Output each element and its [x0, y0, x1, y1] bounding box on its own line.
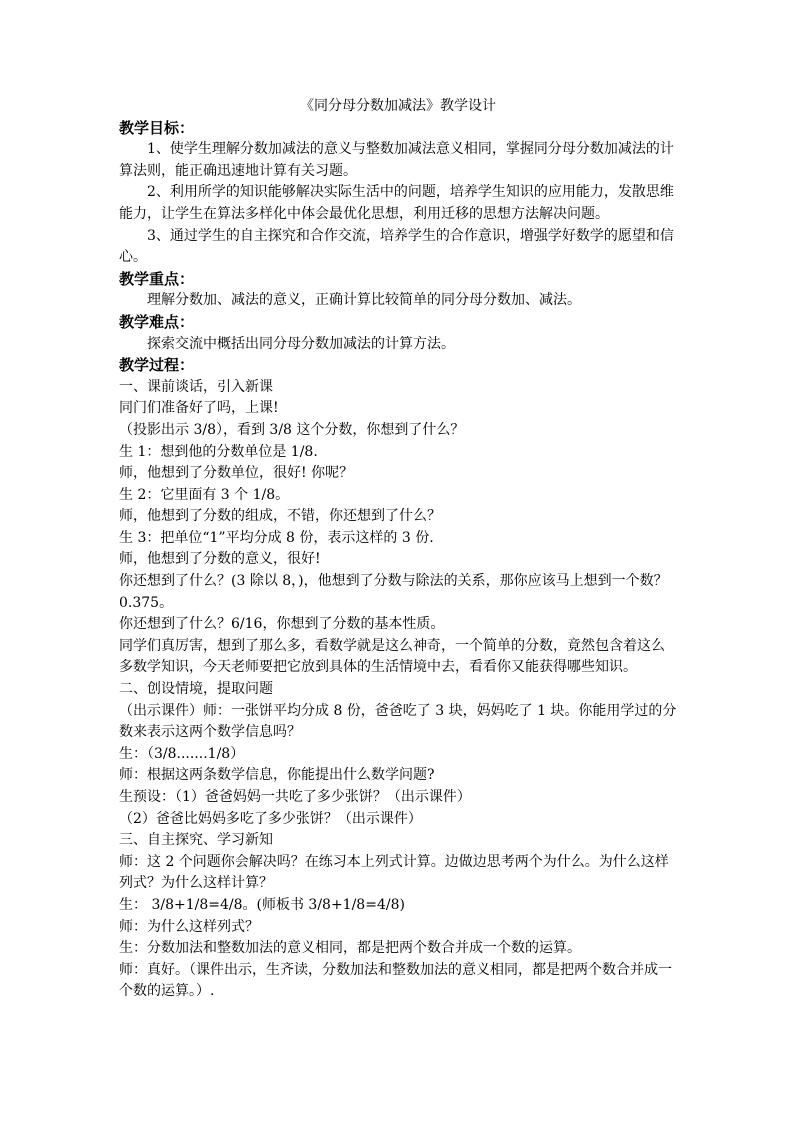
process-line: 师：根据这两条数学信息，你能提出什么数学问题? — [119, 767, 435, 784]
key-points-heading: 教学重点： — [119, 269, 195, 288]
process-line: 生预设：（1）爸爸妈妈一共吃了多少张饼？（出示课件） — [119, 789, 471, 805]
process-line: 同门们准备好了吗，上课! — [119, 400, 279, 417]
process-line: 师：真好。（课件出示，生齐读，分数加法和整数加法的意义相同，都是把两个数合并成一个数的运算。）. — [119, 961, 672, 1000]
process-line: 生：分数加法和整数加法的意义相同，都是把两个数合并成一个数的运算。 — [119, 940, 581, 957]
process-line: 生 2：它里面有 3 个 1/8。 — [119, 486, 290, 503]
goal-3: 3、通过学生的自主探究和合作交流，培养学生的合作意识，增强学好数学的愿望和信心。 — [119, 227, 674, 266]
process-line: （2）爸爸比妈妈多吃了多少张饼？（出示课件） — [119, 810, 422, 827]
process-line: （出示课件）师：一张饼平均分成 8 份，爸爸吃了 3 块，妈妈吃了 1 块。你能用学过的分数来表示这两个数学信息吗？ — [119, 702, 677, 741]
process-line: 你还想到了什么？(3 除以 8，)，他想到了分数与除法的关系，那你应该马上想到一个数？0.375。 — [119, 573, 668, 611]
process-line: 师：为什么这样列式？ — [119, 918, 259, 935]
process-line: 生 1：想到他的分数单位是 1/8. — [119, 443, 318, 460]
process-line: 生 3：把单位“1”平均分成 8 份，表示这样的 3 份. — [119, 529, 434, 546]
difficulty-heading: 教学难点： — [119, 312, 195, 331]
document-page — [119, 96, 677, 1003]
goal-1: 1、使学生理解分数加减法的意义与整数加减法意义相同，掌握同分母分数加减法的计算法则，能正确迅速地计算有关习题。 — [119, 141, 674, 179]
process-line: 二、创设情境，提取问题 — [119, 681, 273, 698]
goal-2: 2、利用所学的知识能够解决实际生活中的问题，培养学生知识的应用能力，发散思维能力，让学生在算法多样化中体会最优化思想，利用迁移的思想方法解决问题。 — [119, 184, 674, 222]
process-line: 同学们真厉害，想到了那么多，看数学就是这么神奇，一个简单的分数，竟然包含着这么多数学知识，今天老师要把它放到具体的生活情境中去，看看你又能获得哪些知识。 — [119, 637, 665, 676]
process-line: 一、课前谈话，引入新课 — [119, 378, 273, 395]
process-line: 生： 3/8+1/8=4/8。(师板书 3/8+1/8=4/8) — [119, 896, 405, 913]
process-line: 你还想到了什么？6/16，你想到了分数的基本性质。 — [119, 616, 445, 633]
process-line: （投影出示 3/8），看到 3/8 这个分数，你想到了什么？ — [119, 421, 465, 438]
difficulty-text: 探索交流中概括出同分母分数加减法的计算方法。 — [147, 335, 455, 352]
process-line: 师，他想到了分数的意义，很好! — [119, 551, 321, 568]
process-line: 师：这 2 个问题你会解决吗？在练习本上列式计算。边做边思考两个为什么。为什么这样列式？为什么这样计算？ — [119, 853, 669, 892]
key-points-text: 理解分数加、减法的意义，正确计算比较简单的同分母分数加、减法。 — [147, 292, 581, 309]
process-heading: 教学过程： — [119, 356, 195, 375]
goals-heading: 教学目标： — [119, 118, 195, 137]
document-title: 《同分母分数加减法》教学设计 — [300, 98, 496, 114]
process-line: 生：（3/8.......1/8） — [119, 745, 245, 762]
process-line: 三、自主探究、学习新知 — [119, 832, 273, 849]
process-line: 师，他想到了分数单位，很好! 你呢？ — [119, 465, 354, 482]
process-line: 师，他想到了分数的组成，不错，你还想到了什么？ — [119, 508, 441, 525]
